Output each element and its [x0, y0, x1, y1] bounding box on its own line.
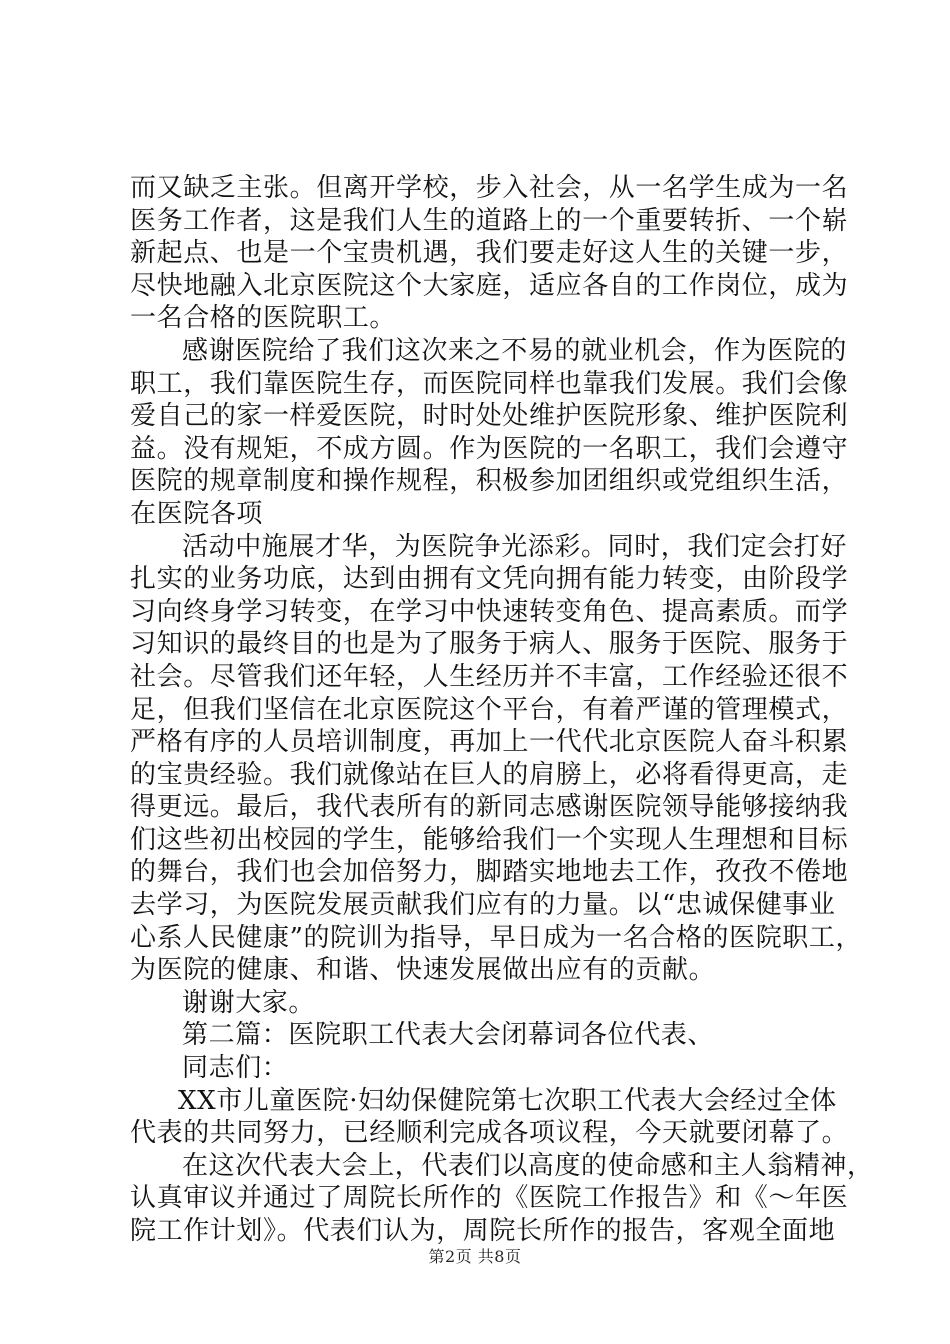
- text-line: 医院的规章制度和操作规程，积极参加团组织或党组织生活，: [130, 466, 849, 497]
- text-line: 认真审议并通过了周院长所作的《医院工作报告》和《～年医: [130, 1183, 849, 1214]
- text-line: 尽快地融入北京医院这个大家庭，适应各自的工作岗位，成为: [130, 270, 849, 301]
- document-body: [130, 172, 874, 1248]
- text-line: 益。没有规矩，不成方圆。作为医院的一名职工，我们会遵守: [130, 433, 849, 464]
- text-line: 去学习，为医院发展贡献我们应有的力量。以“忠诚保健事业: [130, 890, 836, 921]
- salutation-line: 同志们：: [182, 1053, 289, 1084]
- text-line: 社会。尽管我们还年轻，人生经历并不丰富，工作经验还很不: [130, 661, 849, 692]
- text-line: 心系人民健康”的院训为指导，早日成为一名合格的医院职工，: [130, 922, 863, 953]
- text-line: 习知识的最终目的也是为了服务于病人、服务于医院、服务于: [130, 629, 849, 660]
- text-line: 在医院各项: [130, 498, 264, 529]
- text-line: 足，但我们坚信在北京医院这个平台，有着严谨的管理模式，: [130, 694, 849, 725]
- text-line: 代表的共同努力，已经顺利完成各项议程，今天就要闭幕了。: [130, 1118, 849, 1149]
- text-line: 院工作计划》。代表们认为，周院长所作的报告，客观全面地: [130, 1216, 836, 1246]
- text-line: 而又缺乏主张。但离开学校，步入社会，从一名学生成为一名: [130, 173, 849, 203]
- paragraph-start-line: 感谢医院给了我们这次来之不易的就业机会，作为医院的: [182, 335, 848, 366]
- text-line: 扎实的业务功底，达到由拥有文凭向拥有能力转变，由阶段学: [130, 564, 849, 595]
- text-line: 得更远。最后，我代表所有的新同志感谢医院领导能够接纳我: [130, 792, 849, 823]
- paragraph-start-line: XX市儿童医院·妇幼保健院第七次职工代表大会经过全体: [178, 1085, 837, 1116]
- paragraph-start-line: 在这次代表大会上，代表们以高度的使命感和主人翁精神，: [182, 1150, 874, 1181]
- text-line: 们这些初出校园的学生，能够给我们一个实现人生理想和目标: [130, 824, 849, 855]
- section-heading: 第二篇：医院职工代表大会闭幕词各位代表、: [182, 1020, 715, 1051]
- page-number: 第2页 共8页: [428, 1247, 522, 1266]
- text-line: 医务工作者，这是我们人生的道路上的一个重要转折、一个崭: [130, 205, 849, 236]
- text-line: 习向终身学习转变，在学习中快速转变角色、提高素质。而学: [130, 596, 849, 627]
- closing-line: 谢谢大家。: [182, 987, 316, 1018]
- text-line: 一名合格的医院职工。: [130, 303, 397, 334]
- text-line: 的舞台，我们也会加倍努力，脚踏实地地去工作，孜孜不倦地: [130, 857, 849, 888]
- text-line: 爱自己的家一样爱医院，时时处处维护医院形象、维护医院利: [130, 401, 849, 432]
- text-line: 新起点、也是一个宝贵机遇，我们要走好这人生的关键一步，: [130, 238, 849, 269]
- text-line: 严格有序的人员培训制度，再加上一代代北京医院人奋斗积累: [130, 727, 849, 758]
- text-line: 职工，我们靠医院生存，而医院同样也靠我们发展。我们会像: [130, 368, 849, 399]
- text-line: 为医院的健康、和谐、快速发展做出应有的贡献。: [130, 955, 716, 986]
- text-line: 的宝贵经验。我们就像站在巨人的肩膀上，必将看得更高，走: [130, 759, 849, 790]
- paragraph-start-line: 活动中施展才华，为医院争光添彩。同时，我们定会打好: [182, 531, 848, 562]
